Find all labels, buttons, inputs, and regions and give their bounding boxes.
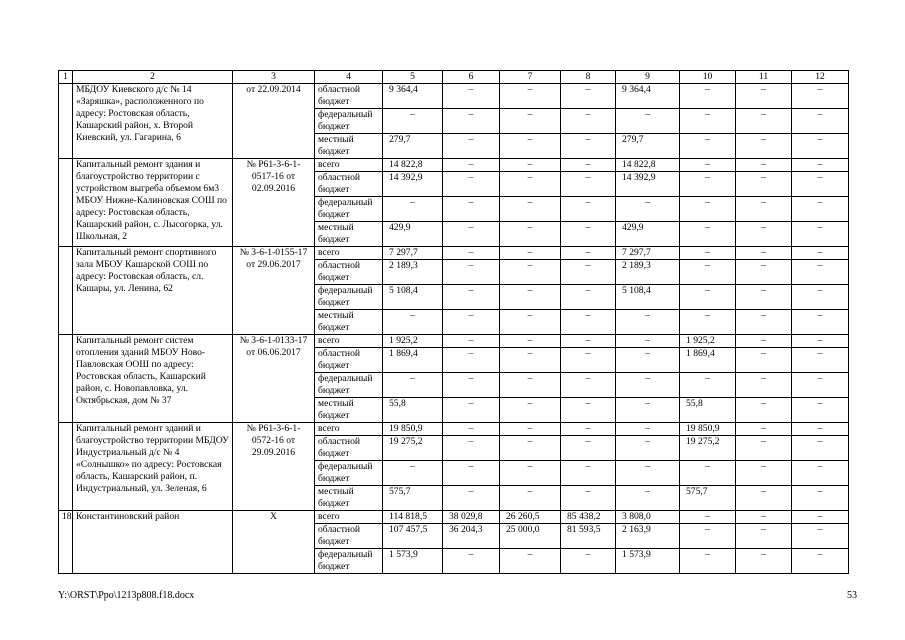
funding-source: всего bbox=[315, 247, 383, 260]
funding-source: федеральный бюджет bbox=[315, 549, 383, 574]
header-cell: 2 bbox=[73, 71, 233, 84]
value-cell: – bbox=[383, 373, 443, 398]
value-cell: 26 260,5 bbox=[500, 511, 561, 524]
value-cell: 2 189,3 bbox=[616, 260, 680, 285]
value-cell: – bbox=[500, 461, 561, 486]
footer-page-number: 53 bbox=[847, 590, 857, 601]
table-row bbox=[59, 84, 849, 109]
funding-source: местный бюджет bbox=[315, 134, 383, 159]
value-cell: 19 850,9 bbox=[383, 423, 443, 436]
value-cell: – bbox=[616, 398, 680, 423]
value-cell: 5 108,4 bbox=[616, 285, 680, 310]
funding-source: всего bbox=[315, 335, 383, 348]
value-cell: – bbox=[500, 247, 561, 260]
header-cell: 6 bbox=[443, 71, 500, 84]
value-cell: 1 925,2 bbox=[383, 335, 443, 348]
object-name: МБДОУ Киевского д/с № 14 «Заряшка», расположенного по адресу: Ростовская область, Кашарский район, х. Второй Киевский, ул. Гагарина, 6 bbox=[73, 84, 233, 159]
value-cell: – bbox=[561, 549, 616, 574]
funding-source: областной бюджет bbox=[315, 524, 383, 549]
value-cell: – bbox=[792, 159, 849, 172]
value-cell: – bbox=[792, 348, 849, 373]
value-cell: – bbox=[736, 285, 792, 310]
value-cell: – bbox=[792, 423, 849, 436]
value-cell: – bbox=[792, 373, 849, 398]
value-cell: – bbox=[736, 486, 792, 511]
value-cell: – bbox=[736, 549, 792, 574]
value-cell: – bbox=[680, 285, 736, 310]
value-cell: – bbox=[500, 310, 561, 335]
value-cell: – bbox=[561, 172, 616, 197]
value-cell: – bbox=[736, 247, 792, 260]
value-cell: – bbox=[500, 398, 561, 423]
value-cell: – bbox=[792, 398, 849, 423]
value-cell: – bbox=[792, 134, 849, 159]
value-cell: – bbox=[500, 260, 561, 285]
value-cell: – bbox=[792, 109, 849, 134]
funding-source: всего bbox=[315, 159, 383, 172]
funding-source: областной бюджет bbox=[315, 348, 383, 373]
value-cell: 55,8 bbox=[383, 398, 443, 423]
value-cell: 575,7 bbox=[680, 486, 736, 511]
value-cell: 1 869,4 bbox=[383, 348, 443, 373]
header-cell: 5 bbox=[383, 71, 443, 84]
value-cell: – bbox=[736, 461, 792, 486]
value-cell: – bbox=[500, 423, 561, 436]
row-number bbox=[59, 84, 73, 159]
value-cell: – bbox=[680, 549, 736, 574]
value-cell: – bbox=[616, 310, 680, 335]
value-cell: – bbox=[736, 436, 792, 461]
funding-source: местный бюджет bbox=[315, 486, 383, 511]
value-cell: – bbox=[792, 247, 849, 260]
value-cell: – bbox=[680, 197, 736, 222]
value-cell: 107 457,5 bbox=[383, 524, 443, 549]
funding-source: федеральный бюджет bbox=[315, 285, 383, 310]
value-cell: – bbox=[736, 197, 792, 222]
funding-source: областной бюджет bbox=[315, 436, 383, 461]
value-cell: – bbox=[792, 285, 849, 310]
header-cell: 1 bbox=[59, 71, 73, 84]
value-cell: – bbox=[443, 373, 500, 398]
value-cell: – bbox=[561, 197, 616, 222]
value-cell: 2 163,9 bbox=[616, 524, 680, 549]
value-cell: – bbox=[680, 109, 736, 134]
document-ref: Х bbox=[233, 511, 315, 574]
row-number bbox=[59, 423, 73, 511]
value-cell: – bbox=[792, 461, 849, 486]
header-cell: 9 bbox=[616, 71, 680, 84]
value-cell: – bbox=[792, 310, 849, 335]
value-cell: – bbox=[680, 84, 736, 109]
value-cell: – bbox=[736, 423, 792, 436]
table-row bbox=[59, 159, 849, 172]
value-cell: – bbox=[383, 197, 443, 222]
value-cell: – bbox=[443, 222, 500, 247]
funding-source: федеральный бюджет bbox=[315, 109, 383, 134]
value-cell: – bbox=[736, 511, 792, 524]
value-cell: 1 573,9 bbox=[383, 549, 443, 574]
value-cell: – bbox=[443, 461, 500, 486]
value-cell: – bbox=[443, 310, 500, 335]
value-cell: 575,7 bbox=[383, 486, 443, 511]
header-cell: 11 bbox=[736, 71, 792, 84]
value-cell: – bbox=[443, 134, 500, 159]
value-cell: – bbox=[616, 109, 680, 134]
value-cell: – bbox=[443, 348, 500, 373]
value-cell: – bbox=[561, 335, 616, 348]
value-cell: – bbox=[736, 222, 792, 247]
value-cell: – bbox=[616, 335, 680, 348]
value-cell: – bbox=[443, 172, 500, 197]
value-cell: – bbox=[561, 310, 616, 335]
value-cell: – bbox=[792, 84, 849, 109]
value-cell: 9 364,4 bbox=[616, 84, 680, 109]
value-cell: 279,7 bbox=[616, 134, 680, 159]
document-ref: № 3-6-1-0155-17 от 29.06.2017 bbox=[233, 247, 315, 335]
value-cell: 3 808,0 bbox=[616, 511, 680, 524]
value-cell: – bbox=[443, 436, 500, 461]
value-cell: 279,7 bbox=[383, 134, 443, 159]
value-cell: – bbox=[561, 285, 616, 310]
value-cell: – bbox=[500, 436, 561, 461]
value-cell: – bbox=[792, 222, 849, 247]
funding-source: местный бюджет bbox=[315, 398, 383, 423]
value-cell: 81 593,5 bbox=[561, 524, 616, 549]
value-cell: – bbox=[500, 197, 561, 222]
value-cell: – bbox=[736, 159, 792, 172]
value-cell: – bbox=[616, 461, 680, 486]
header-cell: 7 bbox=[500, 71, 561, 84]
value-cell: – bbox=[561, 436, 616, 461]
value-cell: – bbox=[736, 348, 792, 373]
document-ref: № 3-6-1-0133-17 от 06.06.2017 bbox=[233, 335, 315, 423]
document-ref: от 22.09.2014 bbox=[233, 84, 315, 159]
value-cell: – bbox=[561, 134, 616, 159]
value-cell: 85 438,2 bbox=[561, 511, 616, 524]
value-cell: – bbox=[792, 486, 849, 511]
value-cell: – bbox=[443, 335, 500, 348]
value-cell: – bbox=[736, 84, 792, 109]
value-cell: 25 000,0 bbox=[500, 524, 561, 549]
value-cell: – bbox=[383, 461, 443, 486]
value-cell: 38 029,8 bbox=[443, 511, 500, 524]
table-row bbox=[59, 423, 849, 436]
value-cell: – bbox=[680, 260, 736, 285]
document-ref: № Р61-3-6-1-0517-16 от 02.09.2016 bbox=[233, 159, 315, 247]
value-cell: – bbox=[561, 486, 616, 511]
budget-table bbox=[58, 70, 849, 574]
value-cell: – bbox=[792, 524, 849, 549]
value-cell: – bbox=[616, 197, 680, 222]
value-cell: – bbox=[792, 436, 849, 461]
value-cell: 7 297,7 bbox=[383, 247, 443, 260]
value-cell: – bbox=[500, 84, 561, 109]
value-cell: – bbox=[443, 84, 500, 109]
value-cell: 36 204,3 bbox=[443, 524, 500, 549]
header-cell: 4 bbox=[315, 71, 383, 84]
value-cell: – bbox=[680, 222, 736, 247]
value-cell: – bbox=[680, 310, 736, 335]
object-name: Константиновский район bbox=[73, 511, 233, 574]
value-cell: – bbox=[443, 285, 500, 310]
value-cell: 1 573,9 bbox=[616, 549, 680, 574]
value-cell: – bbox=[736, 109, 792, 134]
value-cell: – bbox=[680, 134, 736, 159]
value-cell: 19 275,2 bbox=[680, 436, 736, 461]
value-cell: – bbox=[500, 549, 561, 574]
funding-source: федеральный бюджет bbox=[315, 373, 383, 398]
value-cell: – bbox=[792, 197, 849, 222]
value-cell: 114 818,5 bbox=[383, 511, 443, 524]
value-cell: – bbox=[680, 373, 736, 398]
value-cell: – bbox=[561, 461, 616, 486]
funding-source: местный бюджет bbox=[315, 310, 383, 335]
value-cell: 14 822,8 bbox=[383, 159, 443, 172]
value-cell: – bbox=[500, 159, 561, 172]
value-cell: – bbox=[561, 247, 616, 260]
value-cell: – bbox=[443, 398, 500, 423]
value-cell: – bbox=[500, 285, 561, 310]
value-cell: – bbox=[561, 222, 616, 247]
row-number: 18. bbox=[59, 511, 73, 574]
value-cell: – bbox=[500, 109, 561, 134]
funding-source: всего bbox=[315, 511, 383, 524]
value-cell: – bbox=[736, 260, 792, 285]
value-cell: 14 822,8 bbox=[616, 159, 680, 172]
value-cell: – bbox=[500, 335, 561, 348]
value-cell: – bbox=[561, 348, 616, 373]
header-cell: 12 bbox=[792, 71, 849, 84]
row-number bbox=[59, 335, 73, 423]
value-cell: – bbox=[561, 260, 616, 285]
value-cell: – bbox=[500, 222, 561, 247]
funding-source: всего bbox=[315, 423, 383, 436]
value-cell: 55,8 bbox=[680, 398, 736, 423]
value-cell: – bbox=[383, 109, 443, 134]
table-row bbox=[59, 511, 849, 524]
value-cell: – bbox=[736, 398, 792, 423]
funding-source: областной бюджет bbox=[315, 172, 383, 197]
value-cell: 5 108,4 bbox=[383, 285, 443, 310]
header-cell: 8 bbox=[561, 71, 616, 84]
value-cell: – bbox=[443, 159, 500, 172]
value-cell: – bbox=[561, 84, 616, 109]
value-cell: – bbox=[680, 159, 736, 172]
value-cell: – bbox=[443, 549, 500, 574]
value-cell: – bbox=[561, 423, 616, 436]
object-name: Капитальный ремонт систем отопления зданий МБОУ Ново-Павловская ООШ по адресу: Ростовская область, Кашарский район, с. Новопавловка, ул. Октябрьская, дом № 37 bbox=[73, 335, 233, 423]
value-cell: – bbox=[736, 373, 792, 398]
funding-source: областной бюджет bbox=[315, 260, 383, 285]
table-row bbox=[59, 247, 849, 260]
value-cell: – bbox=[616, 436, 680, 461]
value-cell: – bbox=[736, 335, 792, 348]
value-cell: – bbox=[443, 260, 500, 285]
value-cell: 429,9 bbox=[383, 222, 443, 247]
value-cell: 429,9 bbox=[616, 222, 680, 247]
value-cell: – bbox=[680, 247, 736, 260]
value-cell: – bbox=[736, 134, 792, 159]
value-cell: – bbox=[443, 109, 500, 134]
value-cell: 9 364,4 bbox=[383, 84, 443, 109]
value-cell: – bbox=[616, 486, 680, 511]
value-cell: – bbox=[680, 524, 736, 549]
value-cell: – bbox=[443, 197, 500, 222]
value-cell: – bbox=[443, 247, 500, 260]
value-cell: – bbox=[561, 109, 616, 134]
value-cell: – bbox=[736, 310, 792, 335]
value-cell: 19 275,2 bbox=[383, 436, 443, 461]
value-cell: 19 850,9 bbox=[680, 423, 736, 436]
value-cell: – bbox=[792, 260, 849, 285]
value-cell: – bbox=[561, 373, 616, 398]
value-cell: – bbox=[736, 172, 792, 197]
value-cell: – bbox=[680, 172, 736, 197]
object-name: Капитальный ремонт здания и благоустройство территории с устройством выгреба объемом 6м3 МБОУ Нижне-Калиновская СОШ по адресу: Ростовская область, Кашарский район, с. Лысогорка, ул. Школьная, 2 bbox=[73, 159, 233, 247]
header-cell: 10 bbox=[680, 71, 736, 84]
value-cell: – bbox=[680, 461, 736, 486]
footer-file-path: Y:\ORST\Ppo\1213p808.f18.docx bbox=[58, 590, 195, 601]
value-cell: – bbox=[500, 486, 561, 511]
header-row bbox=[59, 71, 849, 84]
value-cell: – bbox=[561, 159, 616, 172]
value-cell: – bbox=[680, 511, 736, 524]
value-cell: 1 925,2 bbox=[680, 335, 736, 348]
row-number bbox=[59, 247, 73, 335]
value-cell: 2 189,3 bbox=[383, 260, 443, 285]
value-cell: – bbox=[616, 423, 680, 436]
table-row bbox=[59, 335, 849, 348]
value-cell: – bbox=[500, 172, 561, 197]
value-cell: – bbox=[792, 511, 849, 524]
value-cell: – bbox=[500, 373, 561, 398]
value-cell: – bbox=[561, 398, 616, 423]
value-cell: – bbox=[616, 373, 680, 398]
object-name: Капитальный ремонт спортивного зала МБОУ Кашарской СОШ по адресу: Ростовская область, сл. Кашары, ул. Ленина, 62 bbox=[73, 247, 233, 335]
funding-source: федеральный бюджет bbox=[315, 461, 383, 486]
value-cell: – bbox=[616, 348, 680, 373]
value-cell: – bbox=[500, 134, 561, 159]
value-cell: – bbox=[792, 335, 849, 348]
value-cell: – bbox=[383, 310, 443, 335]
value-cell: – bbox=[443, 423, 500, 436]
funding-source: местный бюджет bbox=[315, 222, 383, 247]
object-name: Капитальный ремонт зданий и благоустройство территории МБДОУ Индустриальный д/с № 4 «Солнышко» по адресу: Ростовская область, Кашарский район, п. Индустриальный, ул. Зеленая, 6 bbox=[73, 423, 233, 511]
value-cell: 1 869,4 bbox=[680, 348, 736, 373]
value-cell: – bbox=[792, 549, 849, 574]
document-ref: № Р61-3-6-1-0572-16 от 29.09.2016 bbox=[233, 423, 315, 511]
value-cell: 7 297,7 bbox=[616, 247, 680, 260]
value-cell: 14 392,9 bbox=[383, 172, 443, 197]
row-number bbox=[59, 159, 73, 247]
funding-source: областной бюджет bbox=[315, 84, 383, 109]
value-cell: 14 392,9 bbox=[616, 172, 680, 197]
value-cell: – bbox=[500, 348, 561, 373]
header-cell: 3 bbox=[233, 71, 315, 84]
funding-source: федеральный бюджет bbox=[315, 197, 383, 222]
value-cell: – bbox=[736, 524, 792, 549]
value-cell: – bbox=[792, 172, 849, 197]
value-cell: – bbox=[443, 486, 500, 511]
